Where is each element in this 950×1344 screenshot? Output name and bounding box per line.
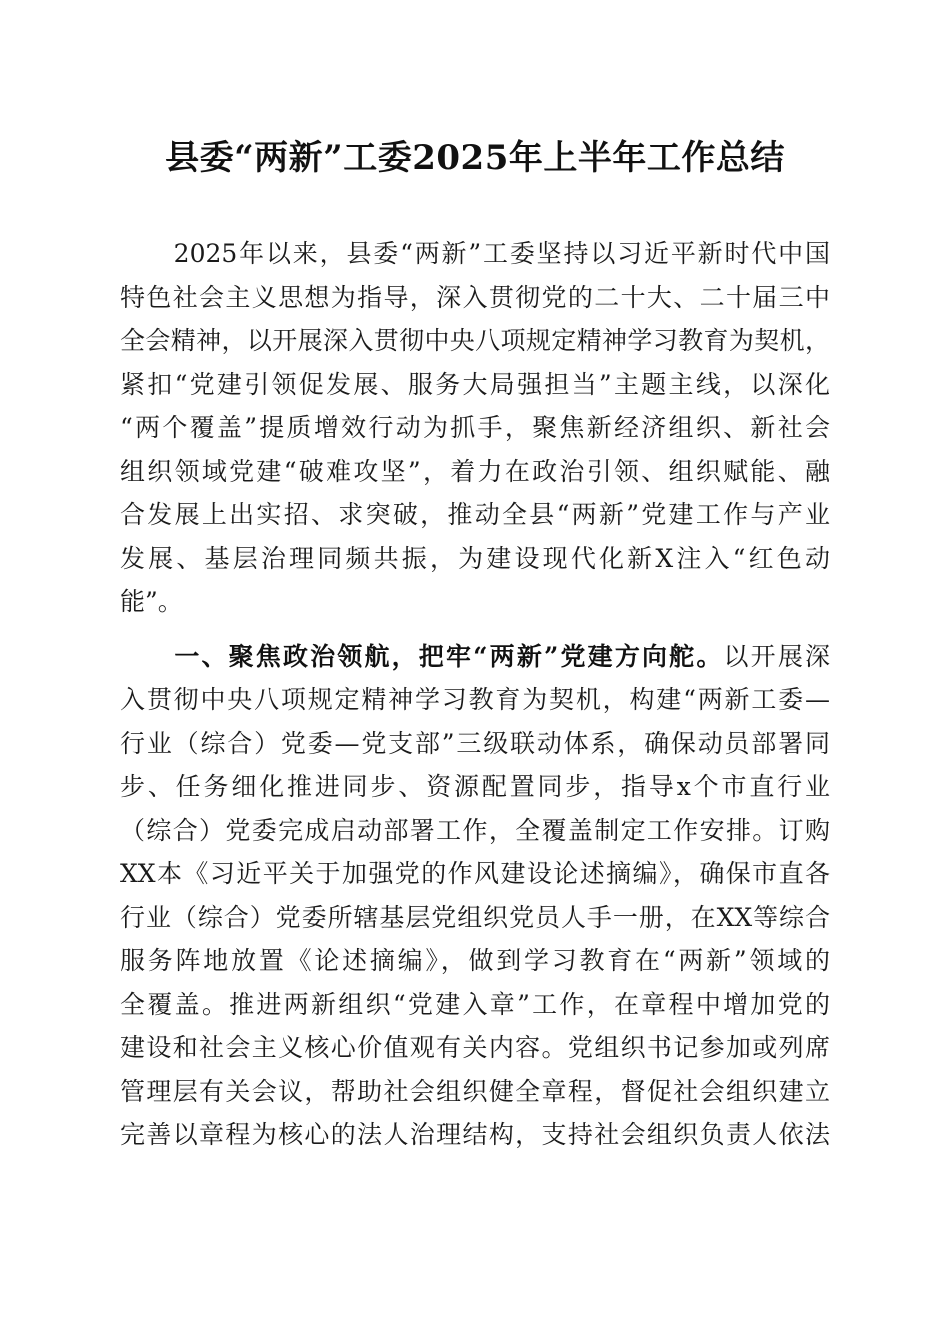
text-line: 建设和社会主义核心价值观有关内容。党组织书记参加或列席	[120, 1033, 830, 1062]
text-line: 组织领域党建“破难攻坚”，着力在政治引领、组织赋能、融	[120, 456, 830, 486]
paragraph-spacer	[120, 624, 830, 635]
section-first-line-rest: 以开展深	[723, 641, 830, 671]
text-line: 2025年以来，县委“两新”工委坚持以习近平新时代中国	[120, 239, 830, 268]
text-line: （综合）党委完成启动部署工作，全覆盖制定工作安排。订购	[120, 815, 830, 845]
document-title: 县委“两新”工委2025年上半年工作总结	[165, 138, 785, 178]
text-line: 全会精神，以开展深入贯彻中央八项规定精神学习教育为契机，	[120, 326, 830, 355]
text-line: 发展、基层治理同频共振，为建设现代化新X注入“红色动	[120, 543, 830, 573]
text-line: 管理层有关会议，帮助社会组织健全章程，督促社会组织建立	[120, 1076, 830, 1106]
document-body	[120, 232, 830, 1157]
text-line: 紧扣“党建引领促发展、服务大局强担当”主题主线，以深化	[120, 369, 830, 399]
paragraph-section-1	[120, 635, 830, 1157]
text-line: 完善以章程为核心的法人治理结构，支持社会组织负责人依法	[120, 1120, 830, 1149]
text-line: XX本《习近平关于加强党的作风建设论述摘编》，确保市直各	[120, 859, 830, 888]
section-first-line	[120, 635, 830, 679]
text-line: 全覆盖。推进两新组织“党建入章”工作，在章程中增加党的	[120, 989, 830, 1019]
text-line: 能”。	[120, 587, 183, 616]
text-line: 行业（综合）党委所辖基层党组织党员人手一册，在XX等综合	[120, 902, 830, 932]
text-line: 服务阵地放置《论述摘编》，做到学习教育在“两新”领域的	[120, 946, 830, 975]
paragraph-intro	[120, 232, 830, 624]
text-line: 特色社会主义思想为指导，深入贯彻党的二十大、二十届三中	[120, 282, 830, 312]
text-line: 步、任务细化推进同步、资源配置同步，指导x个市直行业	[120, 772, 830, 801]
text-line: 行业（综合）党委—党支部”三级联动体系，确保动员部署同	[120, 728, 830, 758]
text-line: “两个覆盖”提质增效行动为抓手，聚焦新经济组织、新社会	[120, 413, 830, 442]
text-line: 合发展上出实招、求突破，推动全县“两新”党建工作与产业	[120, 500, 830, 529]
section-heading: 一、聚焦政治领航，把牢“两新”党建方向舵。	[120, 641, 724, 671]
text-line: 入贯彻中央八项规定精神学习教育为契机，构建“两新工委—	[120, 685, 830, 714]
